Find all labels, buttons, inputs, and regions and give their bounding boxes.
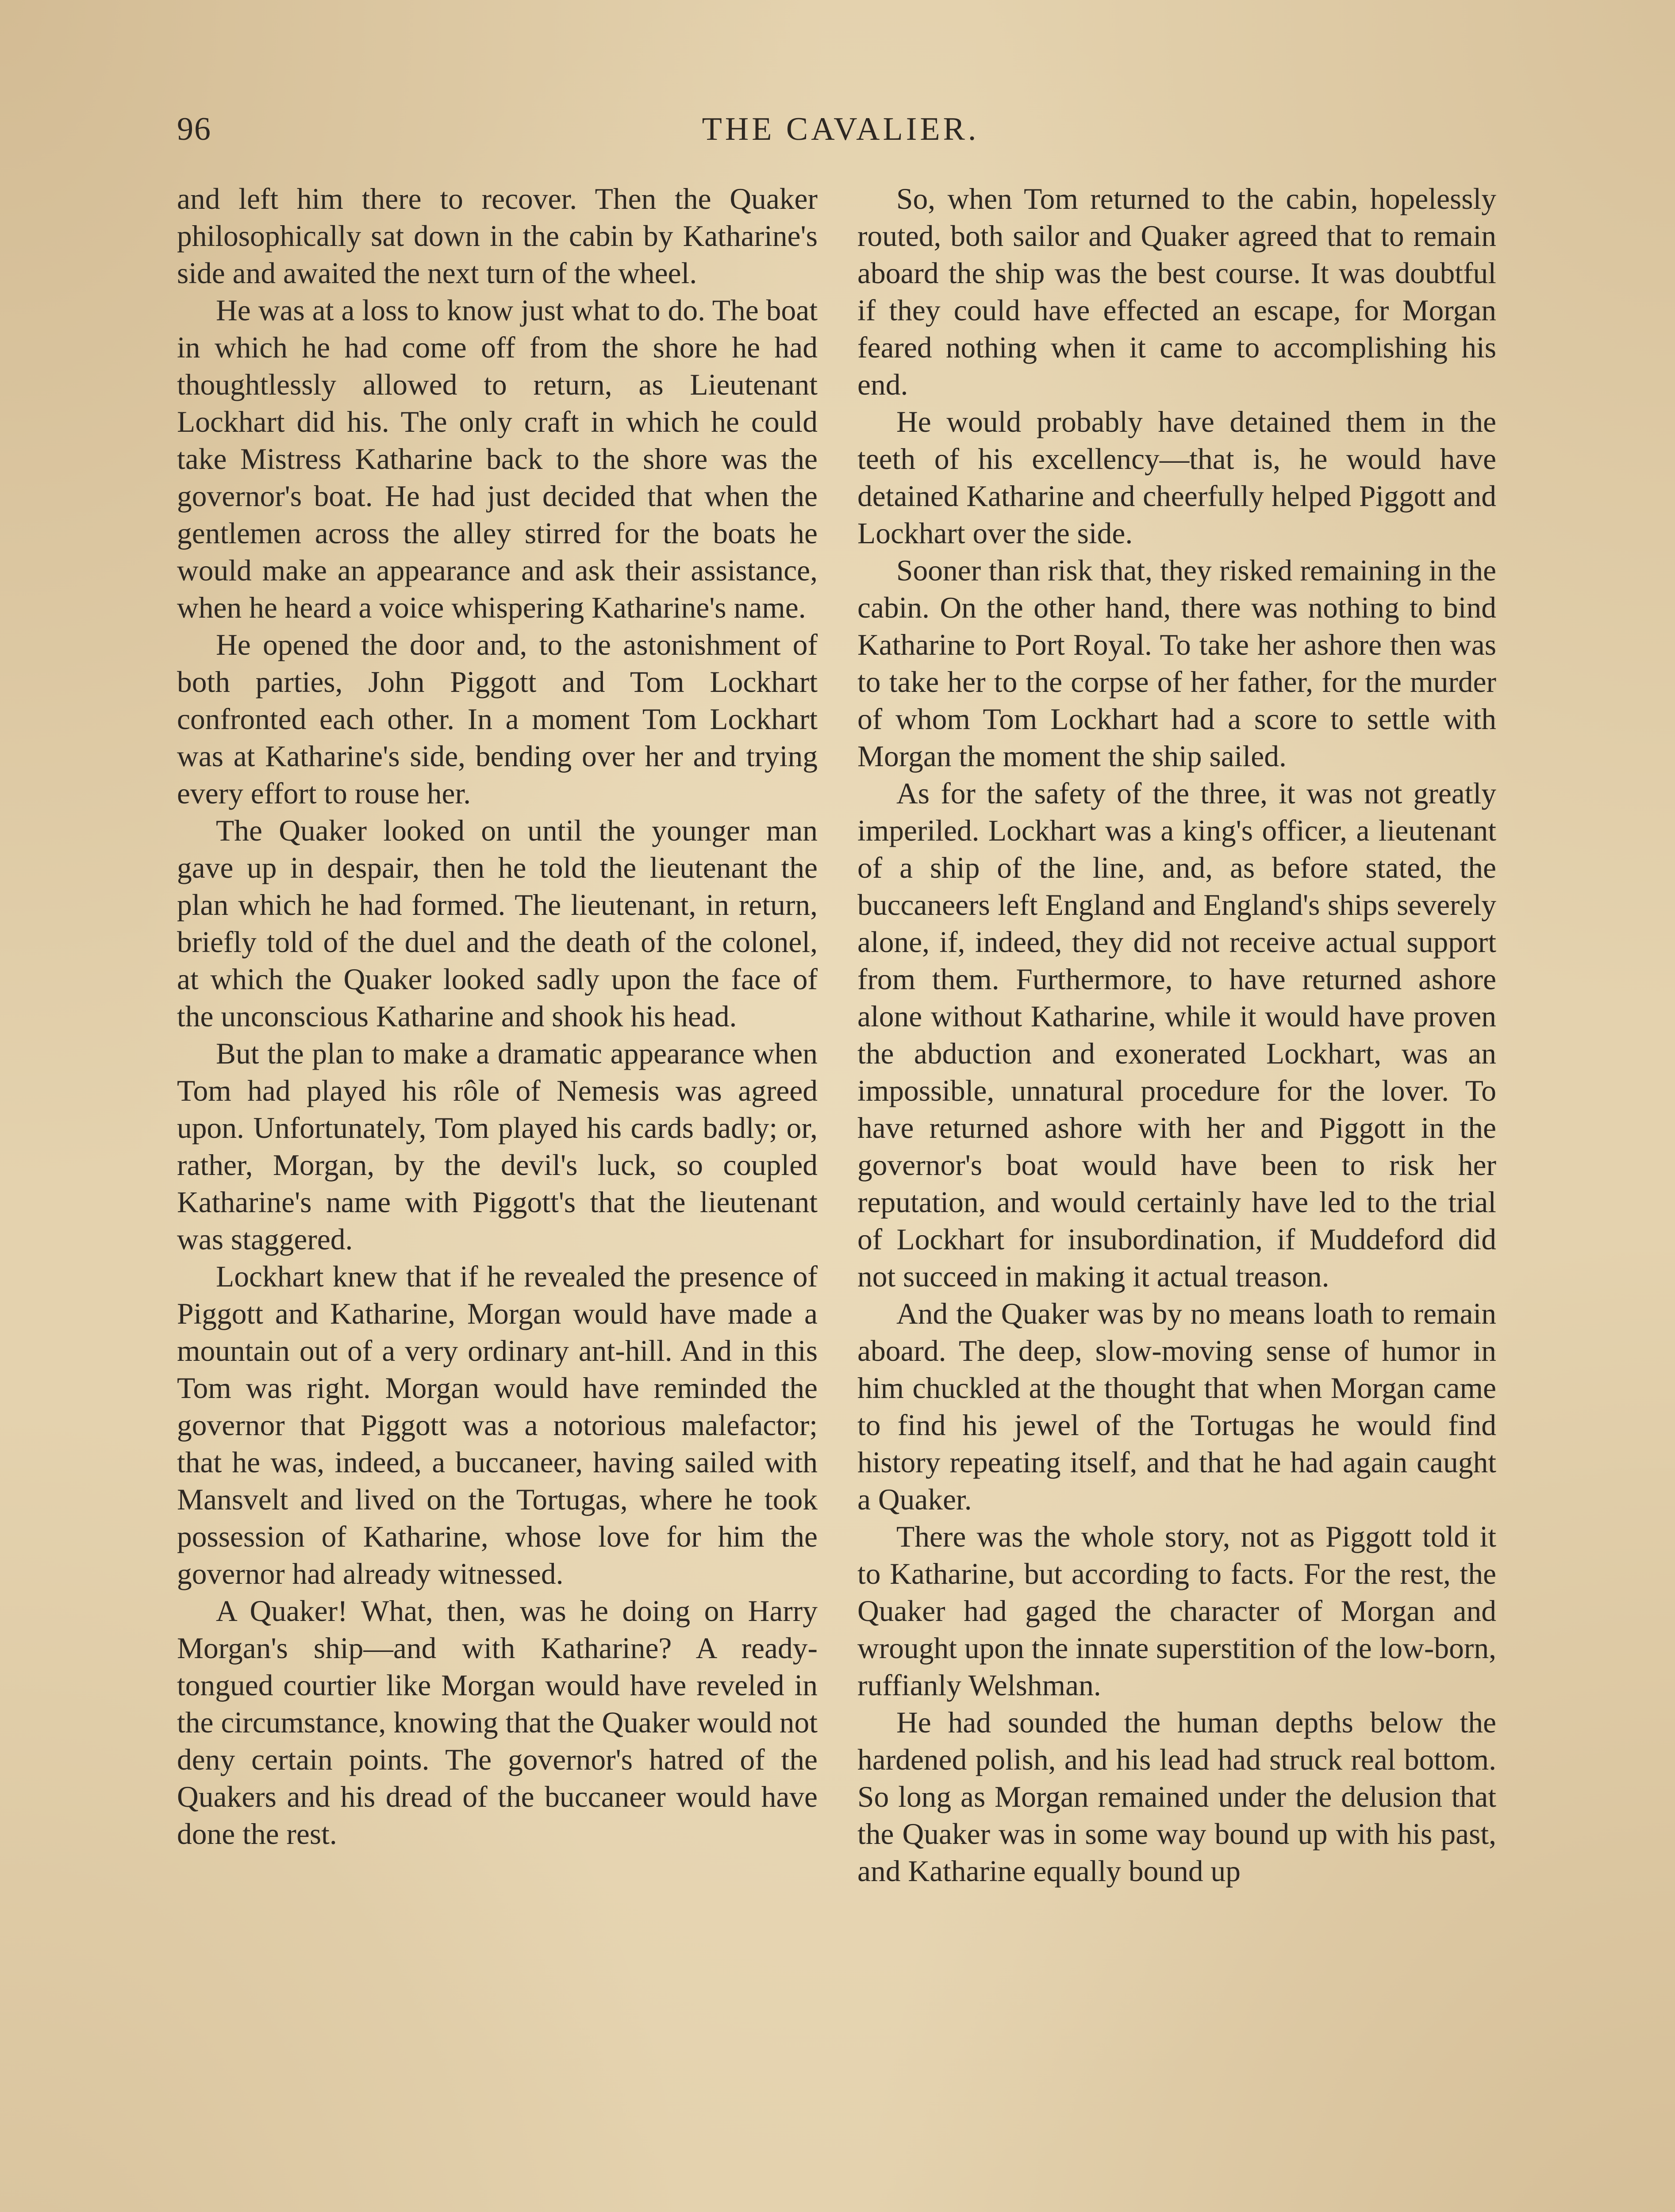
right-column [857, 180, 1496, 1890]
paragraph: So, when Tom returned to the cabin, hopelessly routed, both sailor and Quaker agreed that to remain aboard the ship was the best course. It was doubtful if they could have effected an escape, for Morgan feared nothing when it came to accomplishing his end. [857, 182, 1496, 401]
paragraph: A Quaker! What, then, was he doing on Harry Morgan's ship—and with Katharine? A ready-tongued courtier like Morgan would have reveled in the circumstance, knowing that the Quaker would not deny certain points. The governor's hatred of the Quakers and his dread of the buccaneer would have done the rest. [177, 1594, 818, 1851]
paragraph: There was the whole story, not as Piggott told it to Katharine, but according to facts. For the rest, the Quaker had gaged the character of Morgan and wrought upon the innate superstition of the low-born, ruffianly Welshman. [857, 1520, 1496, 1702]
paragraph: He had sounded the human depths below the hardened polish, and his lead had struck real bottom. So long as Morgan remained under the delusion that the Quaker was in some way bound up with his past, and Katharine equally bound up [857, 1706, 1496, 1888]
paragraph: And the Quaker was by no means loath to remain aboard. The deep, slow-moving sense of humor in him chuckled at the thought that when Morgan came to find his jewel of the Tortugas he would find history repeating itself, and that he had again caught a Quaker. [857, 1297, 1496, 1516]
page-number: 96 [177, 111, 211, 147]
paragraph: As for the safety of the three, it was not greatly imperiled. Lockhart was a king's officer, a lieutenant of a ship of the line, and, as before stated, the buccaneers left England and England's ships severely alone, if, indeed, they did not receive actual support from them. Furthermore, to have returned ashore alone without Katharine, while it would have proven the abduction and exonerated Lockhart, was an impossible, unnatural procedure for the lover. To have returned ashore with her and Piggott in the governor's boat would have been to risk her reputation, and would certainly have led to the trial of Lockhart for insubordination, if Muddeford did not succeed in making it actual treason. [857, 777, 1496, 1293]
left-column [177, 180, 818, 1853]
paragraph: He would probably have detained them in the teeth of his excellency—that is, he would have detained Katharine and cheerfully helped Piggott and Lockhart over the side. [857, 405, 1496, 550]
paragraph: But the plan to make a dramatic appearance when Tom had played his rôle of Nemesis was agreed upon. Unfortunately, Tom played his cards badly; or, rather, Morgan, by the devil's luck, so coupled Katharine's name with Piggott's that the lieutenant was staggered. [177, 1037, 818, 1256]
paragraph: The Quaker looked on until the younger man gave up in despair, then he told the lieutenant the plan which he had formed. The lieutenant, in return, briefly told of the duel and the death of the colonel, at which the Quaker looked sadly upon the face of the unconscious Katharine and shook his head. [177, 814, 818, 1033]
page-header [177, 111, 1504, 150]
paragraph: He opened the door and, to the astonishment of both parties, John Piggott and Tom Lockhart confronted each other. In a moment Tom Lockhart was at Katharine's side, bending over her and trying every effort to rouse her. [177, 628, 818, 810]
paragraph: He was at a loss to know just what to do. The boat in which he had come off from the shore he had thoughtlessly allowed to return, as Lieutenant Lockhart did his. The only craft in which he could take Mistress Katharine back to the shore was the governor's boat. He had just decided that when the gentlemen across the alley stirred for the boats he would make an appearance and ask their assistance, when he heard a voice whispering Katharine's name. [177, 294, 818, 624]
paragraph: Sooner than risk that, they risked remaining in the cabin. On the other hand, there was nothing to bind Katharine to Port Royal. To take her ashore then was to take her to the corpse of her father, for the murder of whom Tom Lockhart had a score to settle with Morgan the moment the ship sailed. [857, 554, 1496, 773]
paragraph: and left him there to recover. Then the Quaker philosophically sat down in the cabin by Katharine's side and awaited the next turn of the wheel. [177, 182, 818, 290]
paragraph: Lockhart knew that if he revealed the presence of Piggott and Katharine, Morgan would have made a mountain out of a very ordinary ant-hill. And in this Tom was right. Morgan would have reminded the governor that Piggott was a notorious malefactor; that he was, indeed, a buccaneer, having sailed with Mansvelt and lived on the Tortugas, where he took possession of Katharine, whose love for him the governor had already witnessed. [177, 1260, 818, 1590]
running-head: THE CAVALIER. [702, 111, 980, 147]
